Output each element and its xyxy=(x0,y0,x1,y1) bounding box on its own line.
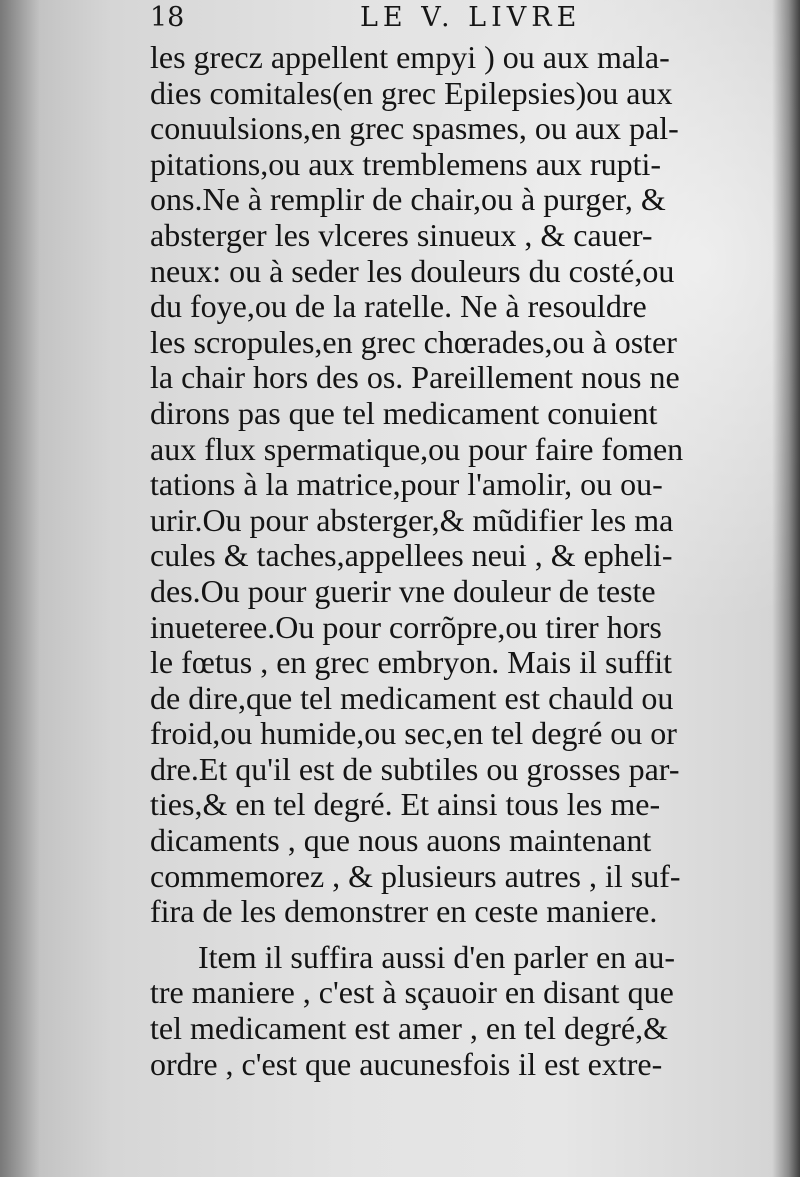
running-title: LE V. LIVRE xyxy=(360,2,582,33)
text-line: du foye,ou de la ratelle. Ne à resouldre xyxy=(150,288,647,325)
page-header xyxy=(150,2,760,42)
text-line: dies comitales(en grec Epilepsies)ou aux xyxy=(150,74,673,111)
text-line: absterger les vlceres sinueux , & cauer- xyxy=(150,216,653,253)
text-line: fira de les demonstrer en ceste maniere. xyxy=(150,893,658,930)
text-line: les grecz appellent empyi ) ou aux mala- xyxy=(150,39,670,75)
text-line: commemorez , & plusieurs autres , il suf- xyxy=(150,857,681,894)
text-line: tations à la matrice,pour l'amolir, ou ou- xyxy=(150,466,663,503)
text-line: neux: ou à seder les douleurs du costé,ou xyxy=(150,252,675,289)
text-line: pitations,ou aux tremblemens aux rupti- xyxy=(150,145,661,182)
text-line: froid,ou humide,ou sec,en tel degré ou or xyxy=(150,715,677,752)
text-line: dirons pas que tel medicament conuient xyxy=(150,394,658,431)
text-line: de dire,que tel medicament est chauld ou xyxy=(150,679,674,716)
text-line: ons.Ne à remplir de chair,ou à purger, & xyxy=(150,181,666,218)
text-line: le fœtus , en grec embryon. Mais il suffit xyxy=(150,644,672,681)
text-line: des.Ou pour guerir vne douleur de teste xyxy=(150,572,656,609)
text-line: conuulsions,en grec spasmes, ou aux pal- xyxy=(150,110,679,147)
page-edge-shadow xyxy=(772,0,800,1177)
text-line: tel medicament est amer , en tel degré,& xyxy=(150,1010,668,1047)
text-line: les scropules,en grec chœrades,ou à oster xyxy=(150,323,677,360)
gutter-shadow xyxy=(0,0,40,1177)
text-line: aux flux spermatique,ou pour faire fomen xyxy=(150,430,684,467)
text-line: tre maniere , c'est à sçauoir en disant que xyxy=(150,974,674,1011)
text-line: dicaments , que nous auons maintenant xyxy=(150,822,652,859)
text-line: inueteree.Ou pour corrõpre,ou tirer hors xyxy=(150,608,662,645)
text-line: la chair hors des os. Pareillement nous ne xyxy=(150,359,680,396)
text-line: urir.Ou pour absterger,& mũdifier les ma xyxy=(150,501,674,538)
body-text xyxy=(150,40,765,1082)
page-number: 18 xyxy=(150,2,185,33)
text-line: cules & taches,appellees neui , & epheli- xyxy=(150,537,673,574)
text-line: dre.Et qu'il est de subtiles ou grosses par- xyxy=(150,750,680,787)
text-line: ties,& en tel degré. Et ainsi tous les me- xyxy=(150,786,661,823)
text-line: ordre , c'est que aucunesfois il est extre- xyxy=(150,1045,663,1082)
paragraph-first-line: Item il suffira aussi d'en parler en au- xyxy=(198,938,675,975)
